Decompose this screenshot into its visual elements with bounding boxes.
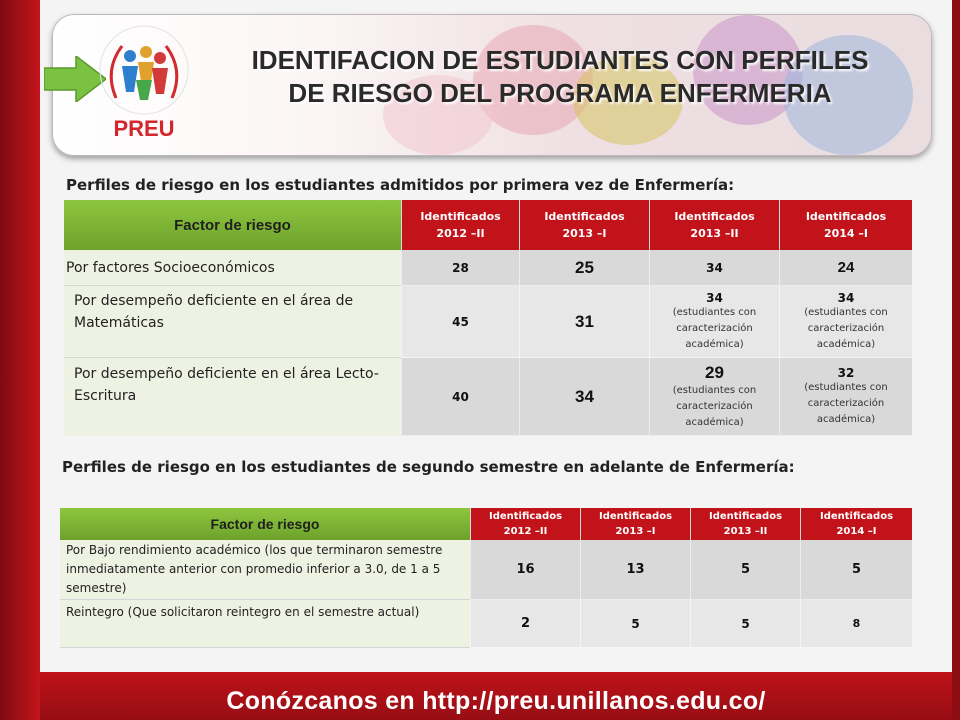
cell-value: 34 [519,358,649,436]
table-row [64,250,912,286]
cell-value: 8 [800,600,912,648]
row-label: Reintegro (Que solicitaron reintegro en el semestre actual) [60,600,470,648]
cell-value: 40 [401,358,519,436]
cell-value: 2 [470,600,580,648]
cell-value: 13 [580,540,690,600]
preu-logo [88,18,200,146]
cell-value: 29 (estudiantes con caracterización académica) [649,358,779,436]
cell-value: 31 [519,286,649,358]
cell-value: 34 (estudiantes con caracterización académica) [649,286,779,358]
column-header: Identificados 2013 –I [519,200,649,250]
cell-value: 32 (estudiantes con caracterización académica) [779,358,912,436]
row-label: Por desempeño deficiente en el área Lecto-Escritura [64,358,401,436]
column-header: Identificados 2013 –II [649,200,779,250]
factor-header: Factor de riesgo [60,508,470,540]
row-label: Por Bajo rendimiento académico (los que terminaron semestre inmediatamente anterior con promedio inferior a 3.0, de 1 a 5 semestre) [60,540,470,600]
table-row [60,600,912,648]
section2-caption: Perfiles de riesgo en los estudiantes de segundo semestre en adelante de Enfermería: [62,458,795,476]
title-line-2: DE RIESGO DEL PROGRAMA ENFERMERIA [288,78,832,108]
footer-link[interactable]: Conózcanos en http://preu.unillanos.edu.co/ [226,687,766,715]
column-header: Identificados 2013 –II [690,508,800,540]
footer [40,672,952,720]
title-line-1: IDENTIFACION DE ESTUDIANTES CON PERFILES [251,45,869,75]
cell-value: 5 [690,540,800,600]
cell-value: 5 [690,600,800,648]
column-header: Identificados 2014 –I [779,200,912,250]
column-header: Identificados 2013 –I [580,508,690,540]
cell-value: 25 [519,250,649,286]
column-header: Identificados 2012 –II [470,508,580,540]
row-label: Por factores Socioeconómicos [64,250,401,286]
factor-header: Factor de riesgo [64,200,401,250]
cell-value: 24 [779,250,912,286]
cell-value: 34 (estudiantes con caracterización académica) [779,286,912,358]
page-title [230,44,890,110]
logo-text: PREU [113,116,175,141]
logo-ring-right-text [88,18,89,19]
table-new-students [64,200,912,436]
cell-value: 28 [401,250,519,286]
table-row [60,540,912,600]
cell-value: 5 [580,600,690,648]
cell-value: 5 [800,540,912,600]
row-label: Por desempeño deficiente en el área de Matemáticas [64,286,401,358]
table-continuing-students [60,508,912,648]
cell-value: 16 [470,540,580,600]
column-header: Identificados 2012 –II [401,200,519,250]
section1-caption: Perfiles de riesgo en los estudiantes admitidos por primera vez de Enfermería: [66,176,735,194]
right-frame-band [952,0,960,720]
table-row [64,286,912,358]
column-header: Identificados 2014 –I [800,508,912,540]
cell-value: 45 [401,286,519,358]
left-frame-band [0,0,40,720]
table-row [64,358,912,436]
cell-value: 34 [649,250,779,286]
